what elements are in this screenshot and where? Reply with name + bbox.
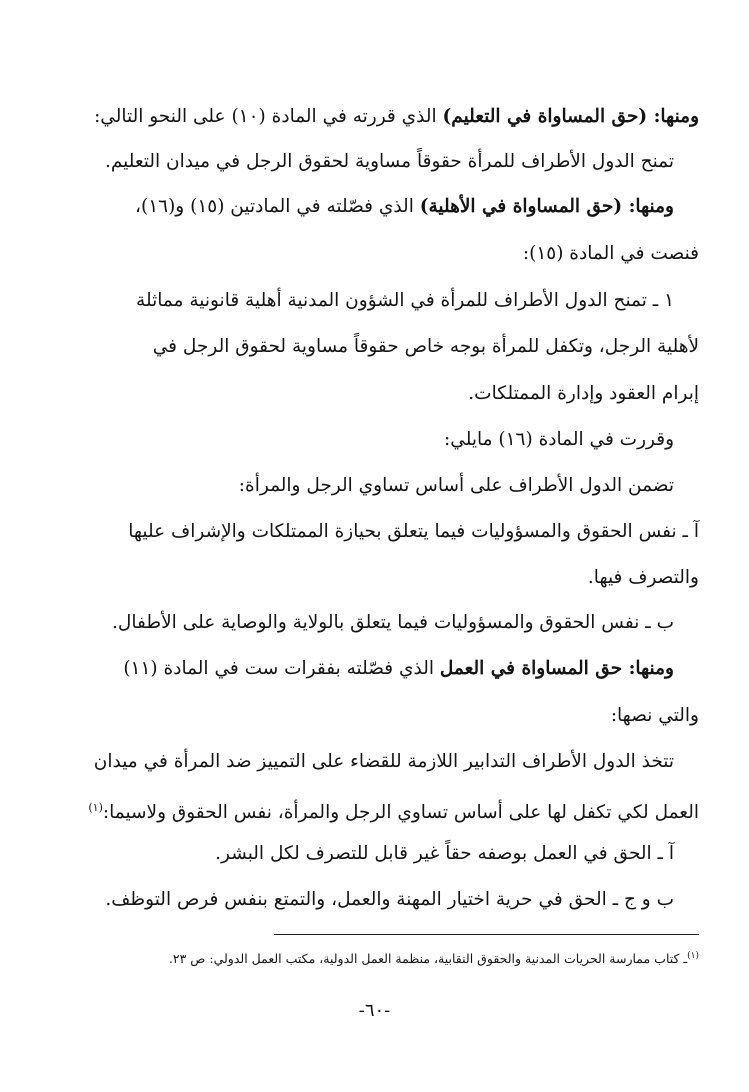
line-text: آ ـ الحق في العمل بوصفه حقاً غير قابل للتصرف لكل البشر. — [215, 843, 674, 864]
line-text: العمل لكي تكفل لها على أساس تساوي الرجل والمرأة، نفس الحقوق ولاسيما: — [102, 802, 699, 824]
body-line-1 — [70, 103, 699, 131]
body-line-17 — [70, 840, 674, 868]
heading-equality-education: ومنها: (حق المساواة في التعليم) — [442, 106, 699, 127]
line-text: آ ـ نفس الحقوق والمسؤوليات فيما يتعلق بحيازة الممتلكات والإشراف عليها — [128, 521, 699, 542]
body-line-15 — [70, 748, 674, 776]
body-line-7 — [70, 380, 699, 408]
line-text: تضمن الدول الأطراف على أساس تساوي الرجل والمرأة: — [238, 475, 674, 496]
line-text: الذي فصّلته بفقرات ست في المادة (١١) — [123, 658, 440, 679]
footnote-divider — [274, 934, 699, 935]
body-line-9 — [70, 472, 674, 500]
body-line-18 — [70, 886, 674, 914]
line-text: وقررت في المادة (١٦) مايلي: — [444, 429, 674, 450]
line-text: والتي نصها: — [610, 705, 699, 726]
footnote — [90, 946, 699, 969]
line-text: ب و ج ـ الحق في حرية اختيار المهنة والعمل، والتمتع بنفس فرص التوظف. — [105, 889, 674, 910]
footnote-reference[interactable]: (١) — [88, 801, 103, 814]
line-text: ب ـ نفس الحقوق والمسؤوليات فيما يتعلق بالولاية والوصاية على الأطفال. — [112, 612, 674, 633]
body-line-13 — [70, 655, 674, 683]
body-line-6 — [70, 333, 699, 361]
footnote-text: ـ كتاب ممارسة الحريات المدنية والحقوق النقابية، منظمة العمل الدولية، مكتب العمل الدولي: ص ٢٣. — [168, 951, 688, 967]
body-line-16 — [70, 794, 699, 827]
body-line-8 — [70, 426, 674, 454]
body-line-14 — [70, 702, 699, 730]
line-text: والتصرف فيها. — [587, 567, 699, 588]
line-text: تتخذ الدول الأطراف التدابير اللازمة للقضاء على التمييز ضد المرأة في ميدان — [93, 751, 674, 772]
body-line-11 — [70, 564, 699, 592]
heading-equality-work: ومنها: حق المساواة في العمل — [439, 658, 674, 679]
body-line-12 — [70, 609, 674, 637]
line-text: تمنح الدول الأطراف للمرأة حقوقاً مساوية لحقوق الرجل في ميدان التعليم. — [104, 151, 674, 172]
body-line-10 — [70, 518, 699, 546]
heading-equality-capacity: ومنها: (حق المساواة في الأهلية) — [419, 196, 674, 217]
body-line-5 — [70, 287, 674, 315]
body-line-2 — [70, 148, 674, 176]
line-text: إبرام العقود وإدارة الممتلكات. — [468, 383, 699, 404]
line-text: الذي قررته في المادة (١٠) على النحو التالي: — [94, 106, 443, 127]
line-text: ١ ـ تمنح الدول الأطراف للمرأة في الشؤون المدنية أهلية قانونية مماثلة — [136, 290, 674, 311]
body-line-3 — [70, 193, 674, 221]
line-text: الذي فصّلته في المادتين (١٥) و(١٦)، — [134, 196, 420, 217]
line-text: لأهلية الرجل، وتكفل للمرأة بوجه خاص حقوقاً مساوية لحقوق الرجل في — [152, 336, 699, 357]
line-text: فنصت في المادة (١٥): — [522, 243, 699, 264]
body-line-4 — [70, 240, 699, 268]
footnote-marker: (١) — [687, 951, 699, 961]
page-number: -٦٠- — [358, 1000, 391, 1021]
